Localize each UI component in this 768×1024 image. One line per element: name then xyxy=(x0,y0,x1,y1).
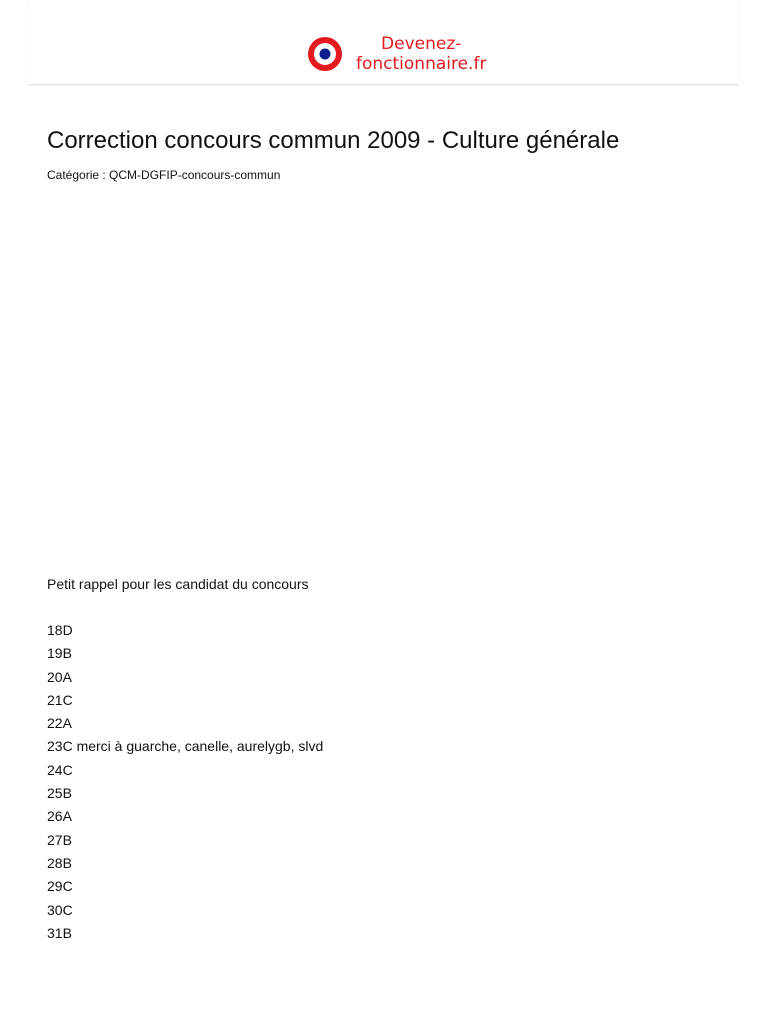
answer-list xyxy=(47,619,323,945)
french-roundel-icon xyxy=(308,37,342,71)
page-title: Correction concours commun 2009 - Culture générale xyxy=(47,127,620,154)
answer-item: 27B xyxy=(47,831,72,848)
answer-item: 21C xyxy=(47,691,73,708)
answer-item: 18D xyxy=(47,622,73,638)
answer-item: 24C xyxy=(47,761,73,778)
answer-item: 30C xyxy=(47,901,73,918)
answer-item: 25B xyxy=(47,785,72,802)
roundel-center-dot xyxy=(320,49,331,60)
answer-item: 29C xyxy=(47,878,73,895)
logo-text-line2: fonctionnaire.fr xyxy=(356,54,487,74)
site-header xyxy=(28,0,738,85)
answer-item: 28B xyxy=(47,854,72,871)
answer-item: 31B xyxy=(47,924,72,941)
category-label: Catégorie : QCM-DGFIP-concours-commun xyxy=(47,168,281,182)
answer-item: 19B xyxy=(47,645,72,662)
site-logo[interactable] xyxy=(308,34,486,74)
logo-text-line1: Devenez- xyxy=(381,34,462,54)
logo-text xyxy=(356,34,486,74)
intro-text: Petit rappel pour les candidat du concours xyxy=(47,576,309,592)
answer-item: 26A xyxy=(47,808,72,825)
answer-item: 22A xyxy=(47,715,72,732)
answer-item: 20A xyxy=(47,668,72,685)
answer-item: 23C merci à guarche, canelle, aurelygb, slvd xyxy=(47,738,324,755)
